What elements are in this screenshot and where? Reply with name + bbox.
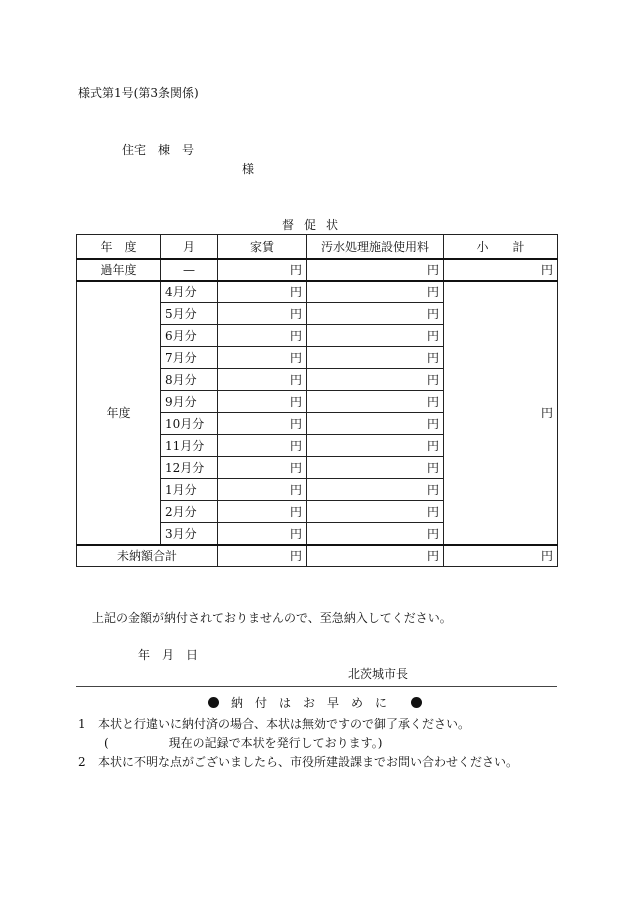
column-header-rent: 家賃 [218, 235, 307, 259]
sewer-fee-yen: 円 [307, 391, 444, 413]
sewer-fee-yen: 円 [307, 281, 444, 303]
sewer-fee-yen: 円 [307, 413, 444, 435]
divider [76, 686, 557, 687]
sewer-fee-yen: 円 [307, 325, 444, 347]
month-label: 9月分 [161, 391, 218, 413]
rent-yen: 円 [218, 369, 307, 391]
past-years-label: 過年度 [77, 259, 161, 281]
rent-yen: 円 [218, 281, 307, 303]
document-title: 督促状 [281, 218, 348, 232]
month-label: 7月分 [161, 347, 218, 369]
issuer-name: 北茨城市長 [348, 667, 409, 681]
rent-yen: 円 [218, 325, 307, 347]
total-rent-yen: 円 [218, 545, 307, 567]
past-years-row [77, 259, 558, 281]
column-header-sewer-fee: 汚水処理施設使用料 [307, 235, 444, 259]
month-label: 11月分 [161, 435, 218, 457]
total-sewer-yen: 円 [307, 545, 444, 567]
date-line: 年 月 日 [138, 648, 199, 662]
month-label: 10月分 [161, 413, 218, 435]
sewer-fee-yen: 円 [307, 523, 444, 545]
sewer-fee-yen: 円 [307, 303, 444, 325]
pay-early-banner [0, 694, 630, 711]
note-1-subtext: ( 現在の記録で本状を発行しております。) [104, 736, 383, 750]
rent-yen: 円 [218, 347, 307, 369]
rent-yen: 円 [218, 303, 307, 325]
rent-yen: 円 [218, 391, 307, 413]
note-1-text: 本状と行違いに納付済の場合、本状は無効ですので御了承ください。 [98, 717, 471, 731]
month-label: 4月分 [161, 281, 218, 303]
total-label: 未納額合計 [77, 545, 218, 567]
form-number: 様式第1号(第3条関係) [78, 86, 199, 100]
current-year-label: 年度 [77, 281, 161, 545]
note-1 [78, 715, 470, 732]
total-subtotal-yen: 円 [444, 545, 558, 567]
bullet-circle-icon [208, 697, 219, 708]
fee-table [76, 234, 558, 567]
month-label: 6月分 [161, 325, 218, 347]
rent-yen: 円 [218, 435, 307, 457]
note-2 [78, 753, 518, 770]
note-2-text: 本状に不明な点がございましたら、市役所建設課までお問い合わせください。 [98, 755, 519, 769]
month-label: 12月分 [161, 457, 218, 479]
month-label: 2月分 [161, 501, 218, 523]
sewer-fee-yen: 円 [307, 501, 444, 523]
rent-yen: 円 [218, 501, 307, 523]
note-2-number: 2 [78, 755, 86, 769]
past-years-subtotal-yen: 円 [444, 259, 558, 281]
current-year-subtotal-yen: 円 [444, 281, 558, 545]
month-row [77, 281, 558, 303]
past-years-sewer-yen: 円 [307, 259, 444, 281]
rent-yen: 円 [218, 479, 307, 501]
past-years-rent-yen: 円 [218, 259, 307, 281]
month-label: 1月分 [161, 479, 218, 501]
address-label: 住宅 棟 号 [122, 143, 195, 157]
sewer-fee-yen: 円 [307, 457, 444, 479]
note-1-number: 1 [78, 717, 86, 731]
column-header-month: 月 [161, 235, 218, 259]
sewer-fee-yen: 円 [307, 347, 444, 369]
sewer-fee-yen: 円 [307, 369, 444, 391]
sewer-fee-yen: 円 [307, 479, 444, 501]
rent-yen: 円 [218, 523, 307, 545]
table-header-row [77, 235, 558, 259]
column-header-year: 年 度 [77, 235, 161, 259]
total-row [77, 545, 558, 567]
column-header-subtotal: 小 計 [444, 235, 558, 259]
bullet-circle-icon [411, 697, 422, 708]
past-years-month: — [161, 259, 218, 281]
month-label: 3月分 [161, 523, 218, 545]
recipient-suffix: 様 [242, 162, 255, 176]
sewer-fee-yen: 円 [307, 435, 444, 457]
rent-yen: 円 [218, 457, 307, 479]
rent-yen: 円 [218, 413, 307, 435]
pay-early-text: 納付はお早めに [230, 696, 399, 710]
month-label: 8月分 [161, 369, 218, 391]
month-label: 5月分 [161, 303, 218, 325]
notice-text: 上記の金額が納付されておりませんので、至急納入してください。 [92, 611, 452, 625]
